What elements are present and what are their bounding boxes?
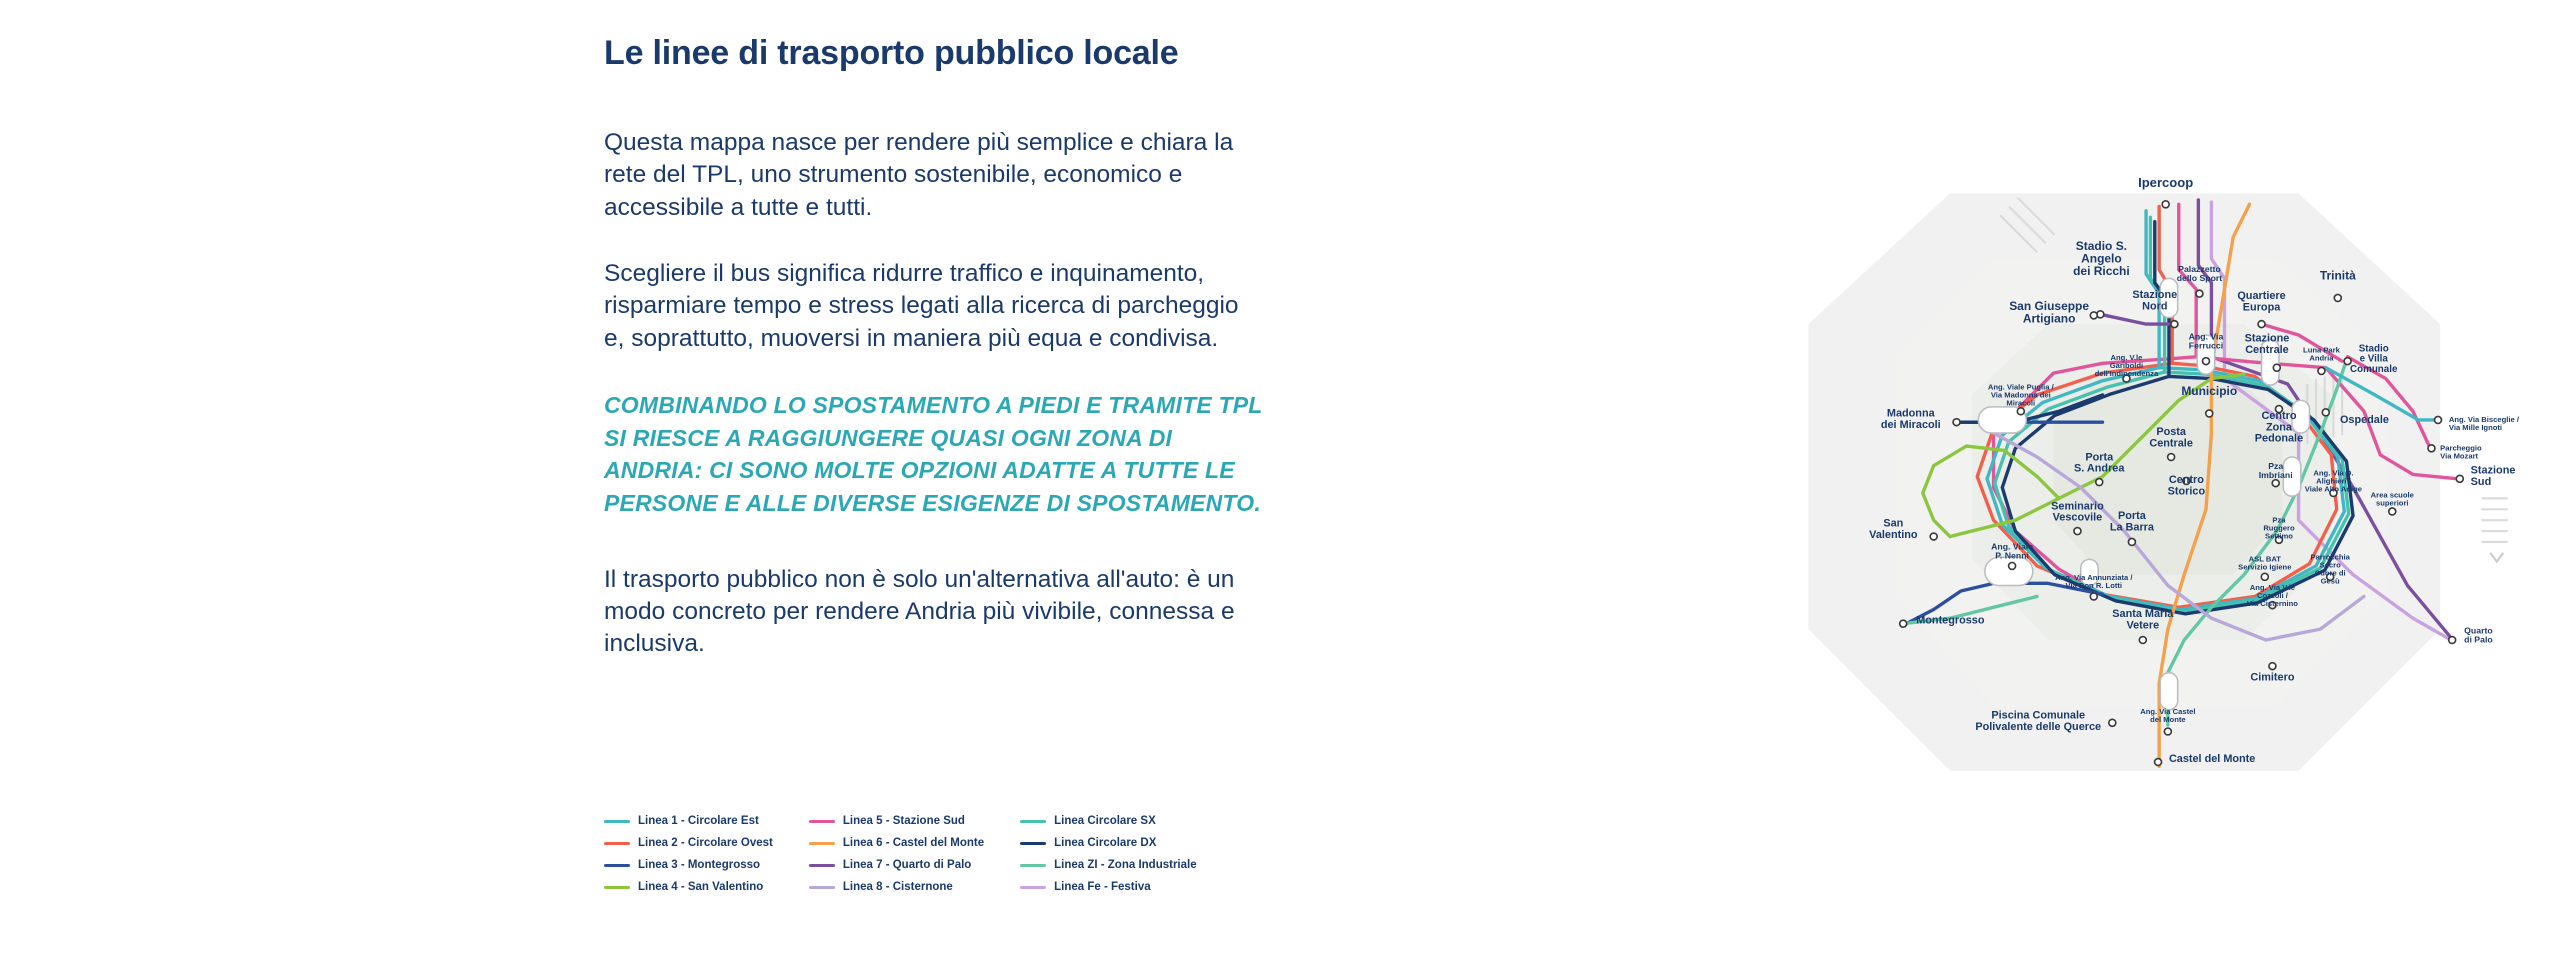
- station-dot[interactable]: [2322, 409, 2329, 416]
- station-label: Ang. Via Bisceglie / Via Mille Ignoti: [2448, 415, 2519, 433]
- station-label: Palazzetto dello Sport: [2176, 263, 2223, 283]
- legend-item: [604, 837, 773, 849]
- legend-item: [809, 815, 984, 827]
- station-dot[interactable]: [2168, 454, 2175, 461]
- station-dot[interactable]: [2318, 367, 2325, 374]
- station-dot[interactable]: [2272, 480, 2279, 487]
- station-label: Stadio e Villa Comunale: [2350, 343, 2398, 375]
- legend-column-2: [809, 815, 984, 893]
- station-dot[interactable]: [2090, 593, 2097, 600]
- station-label: ASL BAT Servizio Igiene: [2238, 554, 2292, 572]
- closing-paragraph: Il trasporto pubblico non è solo un'alternativa all'auto: è un modo concreto per rendere Andria più vivibile, connessa e inclusiva.: [604, 565, 1235, 658]
- legend-line-swatch: [809, 820, 835, 823]
- station-dot[interactable]: [1953, 419, 1960, 426]
- station-label: Ang. Viale P. Nenni: [1991, 541, 2034, 561]
- station-label: Quartiere Europa: [2237, 290, 2286, 314]
- transit-map-svg: [1340, 0, 2560, 975]
- legend-item: [1020, 859, 1197, 871]
- legend-item: [809, 881, 984, 893]
- station-label: San Giuseppe Artigiano: [2009, 298, 2090, 326]
- station-dot[interactable]: [2273, 364, 2280, 371]
- station-label: Pza Imbriani: [2258, 460, 2293, 481]
- station-label: Porta La Barra: [2109, 510, 2154, 534]
- station-label: Santa Maria Vetere: [2112, 608, 2174, 632]
- legend-item: [1020, 881, 1197, 893]
- station-dot[interactable]: [2449, 637, 2456, 644]
- station-dot[interactable]: [2164, 728, 2171, 735]
- legend-item-label: Linea Circolare SX: [1054, 815, 1156, 827]
- legend-item: [604, 815, 773, 827]
- station-label: Ang. Via V.le Cozzoli / Via Cisternino: [2246, 582, 2298, 608]
- station-label: Area scuole superiori: [2370, 490, 2414, 508]
- station-dot[interactable]: [2389, 508, 2396, 515]
- station-label: Ang. Via Castel del Monte: [2140, 707, 2196, 725]
- legend-line-swatch: [1020, 820, 1046, 823]
- station-label: Ang. Via D. Alighieri / Viale Alto Adige: [2304, 468, 2363, 494]
- station-dot[interactable]: [2155, 759, 2162, 766]
- station-label: Ipercoop: [2138, 174, 2194, 190]
- station-dot[interactable]: [2171, 321, 2178, 328]
- station-label: Parcheggio Via Mozart: [2440, 443, 2482, 461]
- station-label: Stadio S. Angelo dei Ricchi: [2073, 239, 2130, 279]
- text-column: [604, 34, 1264, 661]
- station-dot[interactable]: [2139, 637, 2146, 644]
- station-label: Stazione Centrale: [2244, 332, 2290, 356]
- station-label: Piscina Comunale Polivalente delle Querce: [1975, 709, 2102, 733]
- station-label: Castel del Monte: [2168, 752, 2256, 765]
- legend-item-label: Linea 8 - Cisternone: [842, 881, 953, 893]
- legend-line-swatch: [604, 842, 630, 845]
- legend-item: [604, 859, 773, 871]
- station-label: Parrocchia Sacro Cuore di Gesù: [2310, 552, 2350, 586]
- station-label: Luna Park Andria: [2303, 345, 2340, 363]
- transit-map: [1340, 0, 2560, 975]
- station-label: Seminario Vescovile: [2051, 500, 2104, 524]
- legend-item-label: Linea 5 - Stazione Sud: [842, 815, 965, 827]
- station-dot[interactable]: [2269, 663, 2276, 670]
- page-title: Le linee di trasporto pubblico locale: [604, 34, 1179, 72]
- station-dot[interactable]: [1900, 620, 1907, 627]
- legend-line-swatch: [1020, 842, 1046, 845]
- legend-line-swatch: [809, 886, 835, 889]
- legend-item-label: Linea 4 - San Valentino: [638, 881, 764, 893]
- legend-line-swatch: [1020, 886, 1046, 889]
- station-dot[interactable]: [2456, 475, 2463, 482]
- legend-line-swatch: [809, 842, 835, 845]
- legend: [604, 815, 1364, 893]
- legend-item: [1020, 837, 1197, 849]
- station-dot[interactable]: [2017, 408, 2024, 415]
- intro-paragraph-2: Scegliere il bus significa ridurre traffico e inquinamento, risparmiare tempo e stress legati alla ricerca di parcheggio e, soprattutto, muoversi in maniera più equa e condivisa.: [604, 260, 1239, 352]
- legend-item: [604, 881, 773, 893]
- station-label: Posta Centrale: [2149, 426, 2193, 450]
- legend-line-swatch: [604, 820, 630, 823]
- station-dot[interactable]: [2109, 719, 2116, 726]
- station-dot[interactable]: [2162, 201, 2169, 208]
- station-dot[interactable]: [2334, 294, 2341, 301]
- legend-line-swatch: [1020, 864, 1046, 867]
- station-dot[interactable]: [2261, 573, 2268, 580]
- station-label: Pza Ruggero Settimo: [2263, 515, 2295, 541]
- station-label: Municipio: [2181, 383, 2238, 398]
- legend-item-label: Linea 1 - Circolare Est: [638, 815, 759, 827]
- legend-item: [809, 859, 984, 871]
- station-label: Trinità: [2319, 268, 2356, 283]
- legend-item-label: Linea Circolare DX: [1054, 837, 1157, 849]
- station-dot[interactable]: [2206, 410, 2213, 417]
- station-label: San Valentino: [1869, 517, 1918, 542]
- legend-column-3: [1020, 815, 1197, 893]
- station-label: Centro Storico: [2167, 474, 2206, 498]
- station-dot[interactable]: [2435, 416, 2442, 423]
- station-label: Ang. V.le Gariboldi dell'Indipendenza: [2094, 353, 2159, 379]
- station-label: Ang. Via Ferrucci: [2188, 331, 2224, 351]
- station-dot[interactable]: [2090, 312, 2097, 319]
- station-label: Madonna dei Miracoli: [1880, 407, 1941, 432]
- legend-line-swatch: [809, 864, 835, 867]
- legend-line-swatch: [604, 886, 630, 889]
- station-label: Stazione Nord: [2132, 288, 2178, 313]
- legend-item-label: Linea 6 - Castel del Monte: [842, 837, 985, 849]
- legend-item: [809, 837, 984, 849]
- station-dot[interactable]: [2074, 528, 2081, 535]
- station-label: Cimitero: [2250, 671, 2295, 684]
- station-dot[interactable]: [1930, 533, 1937, 540]
- legend-item-label: Linea 3 - Montegrosso: [638, 859, 761, 871]
- station-dot[interactable]: [2009, 562, 2016, 569]
- station-label: Porta S. Andrea: [2074, 451, 2125, 475]
- legend-item-label: Linea Fe - Festiva: [1054, 881, 1151, 893]
- station-dot[interactable]: [2258, 321, 2265, 328]
- station-label: Stazione Sud: [2470, 464, 2516, 488]
- station-dot[interactable]: [2196, 290, 2203, 297]
- legend-column-1: [604, 815, 773, 893]
- highlight-paragraph: COMBINANDO LO SPOSTAMENTO A PIEDI E TRAMITE TPL SI RIESCE A RAGGIUNGERE QUASI OGNI ZONA DI ANDRIA: CI SONO MOLTE OPZIONI ADATTE A TUTTE LE PERSONE E ALLE DIVERSE ESIGENZE DI SPOSTAMENTO.: [604, 392, 1263, 517]
- station-dot[interactable]: [2428, 445, 2435, 452]
- station-label: Ospedale: [2339, 414, 2389, 427]
- station-dot[interactable]: [2096, 479, 2103, 486]
- legend-item-label: Linea ZI - Zona Industriale: [1054, 859, 1197, 871]
- station-dot[interactable]: [2202, 358, 2209, 365]
- station-label: Ang. Via Annunziata / Via Don R. Lotti: [2055, 573, 2133, 591]
- station-label: Ang. Viale Puglia / Via Madonna dei Miracoli: [1987, 382, 2054, 408]
- legend-item-label: Linea 2 - Circolare Ovest: [638, 837, 773, 849]
- station-label: Montegrosso: [1916, 614, 1985, 627]
- legend-line-swatch: [604, 864, 630, 867]
- legend-item-label: Linea 7 - Quarto di Palo: [842, 859, 972, 871]
- station-label: Centro Zona Pedonale: [2254, 409, 2304, 445]
- legend-item: [1020, 815, 1197, 827]
- station-dot[interactable]: [2128, 538, 2135, 545]
- station-label: Quarto di Palo: [2464, 625, 2493, 645]
- intro-paragraph-1: Questa mappa nasce per rendere più semplice e chiara la rete del TPL, uno strumento sostenibile, economico e accessibile a tutte e tutti.: [604, 129, 1234, 221]
